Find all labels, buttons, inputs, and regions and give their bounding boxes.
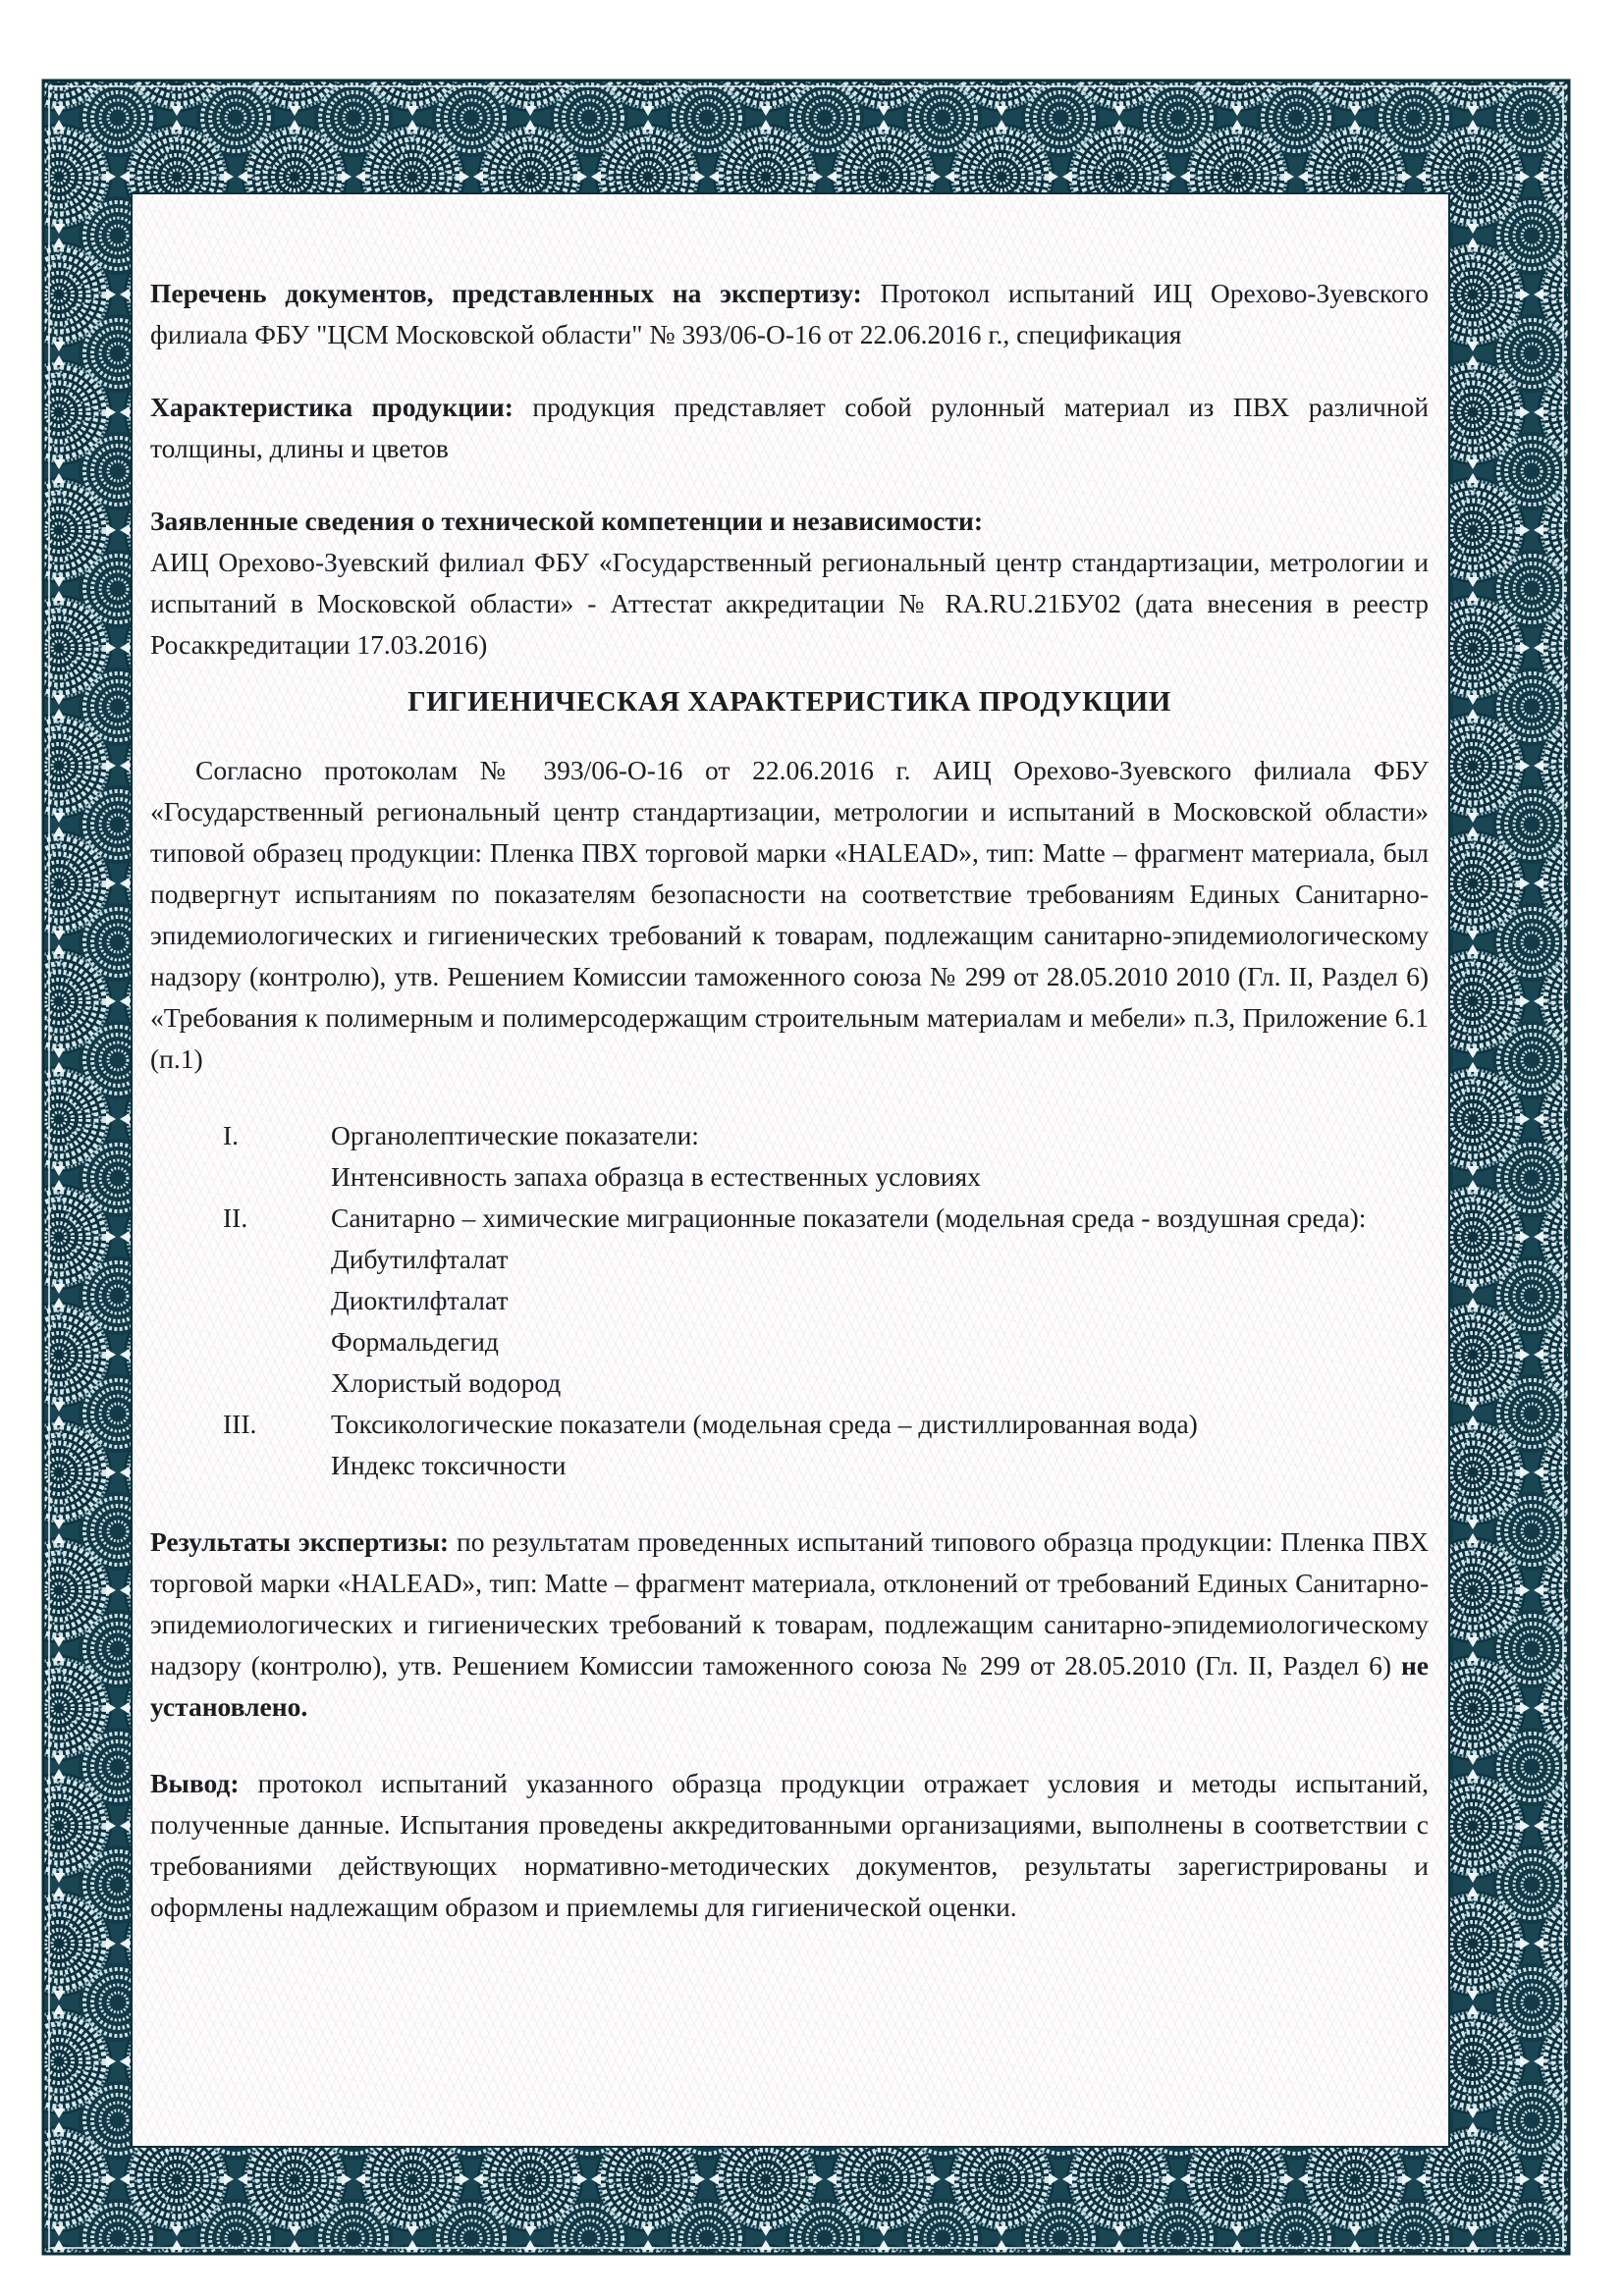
documents-list-paragraph <box>150 273 1429 355</box>
documents-list-label: Перечень документов, представленных на экспертизу: <box>150 278 862 308</box>
product-description-label: Характеристика продукции: <box>150 392 514 422</box>
main-paragraph: Согласно протоколам № 393/06-О-16 от 22.06.2016 г. АИЦ Орехово-Зуевского филиала ФБУ «Государственный региональный центр стандартизации, метрологии и испытаний в Московской области» типовой образец продукции: Пленка ПВХ торговой марки «HALEAD», тип: Matte – фрагмент материала, был подвергнут испытаниям по показателям безопасности на соответствие требованиям Единых Санитарно-эпидемиологических и гигиенических требований к товарам, подлежащим санитарно-эпидемиологическому надзору (контролю), утв. Решением Комиссии таможенного союза № 299 от 28.05.2010 2010 (Гл. II, Раздел 6) «Требования к полимерным и полимерсодержащим строительным материалам и мебели» п.3, Приложение 6.1 (п.1) <box>150 755 1429 1074</box>
list-line: Формальдегид <box>331 1326 499 1357</box>
list-item-lines <box>331 1198 1429 1404</box>
indicator-list <box>150 1115 1429 1486</box>
results-label: Результаты экспертизы: <box>150 1526 450 1557</box>
results-text: по результатам проведенных испытаний типового образца продукции: Пленка ПВХ торговой марки «HALEAD», тип: Matte – фрагмент материала, отклонений от требований Единых Санитарно-эпидемиологических и гигиенических требований к товарам, подлежащим санитарно-эпидемиологическому надзору (контролю), утв. Решением Комиссии таможенного союза № 299 от 28.05.2010 (Гл. II, Раздел 6) <box>150 1526 1430 1681</box>
conclusion-paragraph <box>150 1763 1429 1928</box>
conclusion-text: протокол испытаний указанного образца продукции отражает условия и методы испытаний, полученные данные. Испытания проведены аккредитованными организациями, выполнены в соответствии с требованиями действующих нормативно-методических документов, результаты зарегистрированы и оформлены надлежащим образом и приемлемы для гигиенической оценки. <box>150 1768 1429 1922</box>
list-line: Индекс токсичности <box>331 1450 567 1480</box>
competence-text: АИЦ Орехово-Зуевский филиал ФБУ «Государственный региональный центр стандартизации, метрологии и испытаний в Московской области» - Аттестат аккредитации № RA.RU.21БУ02 (дата внесения в реестр Росаккредитации 17.03.2016) <box>150 547 1429 660</box>
competence-label: Заявленные сведения о технической компетенции и независимости: <box>150 506 984 536</box>
page-title: ГИГИЕНИЧЕСКАЯ ХАРАКТЕРИСТИКА ПРОДУКЦИИ <box>407 686 1171 718</box>
competence-paragraph <box>150 501 1429 666</box>
list-line: Санитарно – химические миграционные показатели (модельная среда - воздушная среда): <box>331 1202 1367 1233</box>
list-line: Дибутилфталат <box>331 1244 509 1274</box>
list-item-lines <box>331 1404 1429 1486</box>
list-line: Диоктилфталат <box>331 1285 509 1315</box>
document-page <box>133 194 1448 2146</box>
list-item <box>150 1404 1429 1486</box>
list-item-numeral: III. <box>223 1409 257 1439</box>
documents-list-text: Протокол испытаний ИЦ Орехово-Зуевского филиала ФБУ "ЦСМ Московской области" № 393/06-О-16 от 22.06.2016 г., спецификация <box>150 278 1429 349</box>
list-item-lines <box>331 1115 1429 1198</box>
list-line: Хлористый водород <box>331 1367 562 1398</box>
results-verdict: не установлено. <box>150 1650 1429 1722</box>
results-paragraph <box>150 1522 1429 1728</box>
list-line: Интенсивность запаха образца в естественных условиях <box>331 1161 981 1192</box>
conclusion-label: Вывод: <box>150 1768 240 1798</box>
list-item-numeral: II. <box>223 1202 248 1233</box>
list-line: Органолептические показатели: <box>331 1120 699 1150</box>
list-item <box>150 1115 1429 1198</box>
list-line: Токсикологические показатели (модельная среда – дистиллированная вода) <box>331 1409 1198 1439</box>
document-content <box>133 194 1448 2146</box>
product-description-paragraph <box>150 387 1429 469</box>
product-description-text: продукция представляет собой рулонный материал из ПВХ различной толщины, длины и цветов <box>150 392 1429 463</box>
list-item-numeral: I. <box>223 1120 240 1150</box>
list-item <box>150 1198 1429 1404</box>
